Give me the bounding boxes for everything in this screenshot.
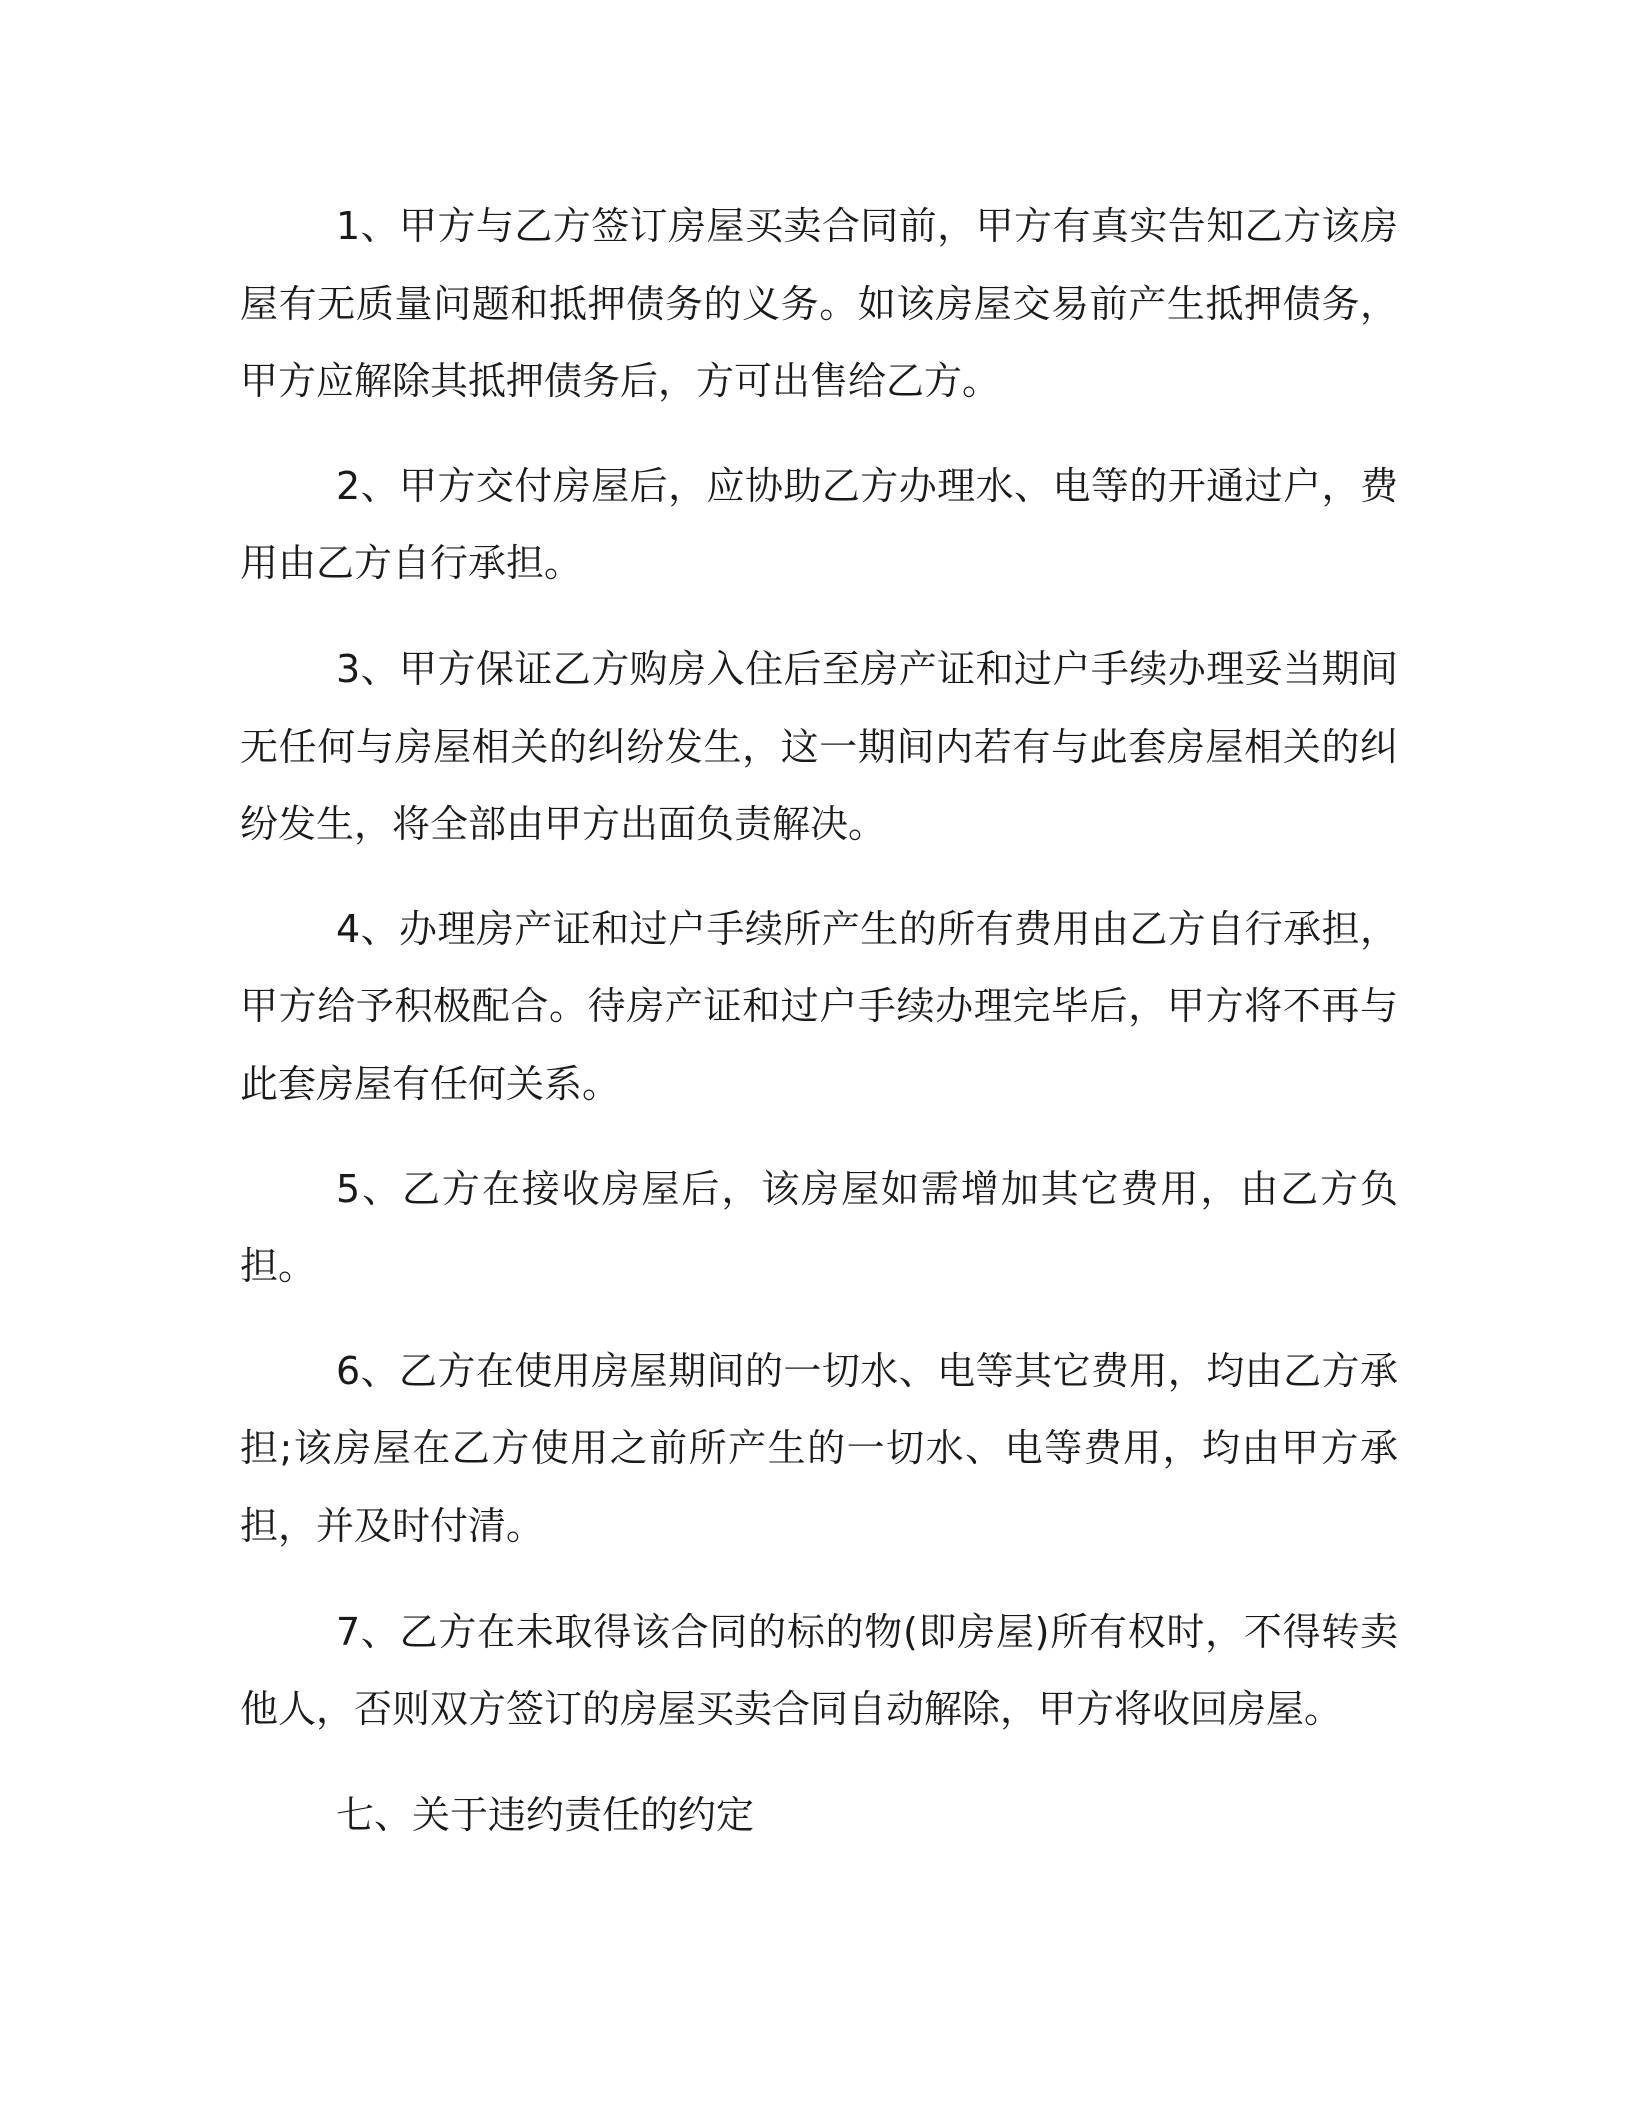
clause-2: 2、甲方交付房屋后，应协助乙方办理水、电等的开通过户，费用由乙方自行承担。 xyxy=(240,463,1398,586)
section-heading: 七、关于违约责任的约定 xyxy=(336,1792,755,1837)
document-body xyxy=(240,188,1398,1854)
clause-4: 4、办理房产证和过户手续所产生的所有费用由乙方自行承担，甲方给予积极配合。待房产证和过户手续办理完毕后，甲方将不再与此套房屋有任何关系。 xyxy=(240,906,1398,1106)
clause-7: 7、乙方在未取得该合同的标的物(即房屋)所有权时，不得转卖他人，否则双方签订的房屋买卖合同自动解除，甲方将收回房屋。 xyxy=(240,1609,1398,1732)
clause-1: 1、甲方与乙方签订房屋买卖合同前，甲方有真实告知乙方该房屋有无质量问题和抵押债务的义务。如该房屋交易前产生抵押债务，甲方应解除其抵押债务后，方可出售给乙方。 xyxy=(240,204,1398,404)
clause-3: 3、甲方保证乙方购房入住后至房产证和过户手续办理妥当期间无任何与房屋相关的纠纷发生，这一期间内若有与此套房屋相关的纠纷发生，将全部由甲方出面负责解决。 xyxy=(240,646,1398,847)
clause-6: 6、乙方在使用房屋期间的一切水、电等其它费用，均由乙方承担;该房屋在乙方使用之前所产生的一切水、电等费用，均由甲方承担，并及时付清。 xyxy=(240,1348,1398,1548)
clause-5: 5、乙方在接收房屋后，该房屋如需增加其它费用，由乙方负担。 xyxy=(240,1166,1398,1289)
